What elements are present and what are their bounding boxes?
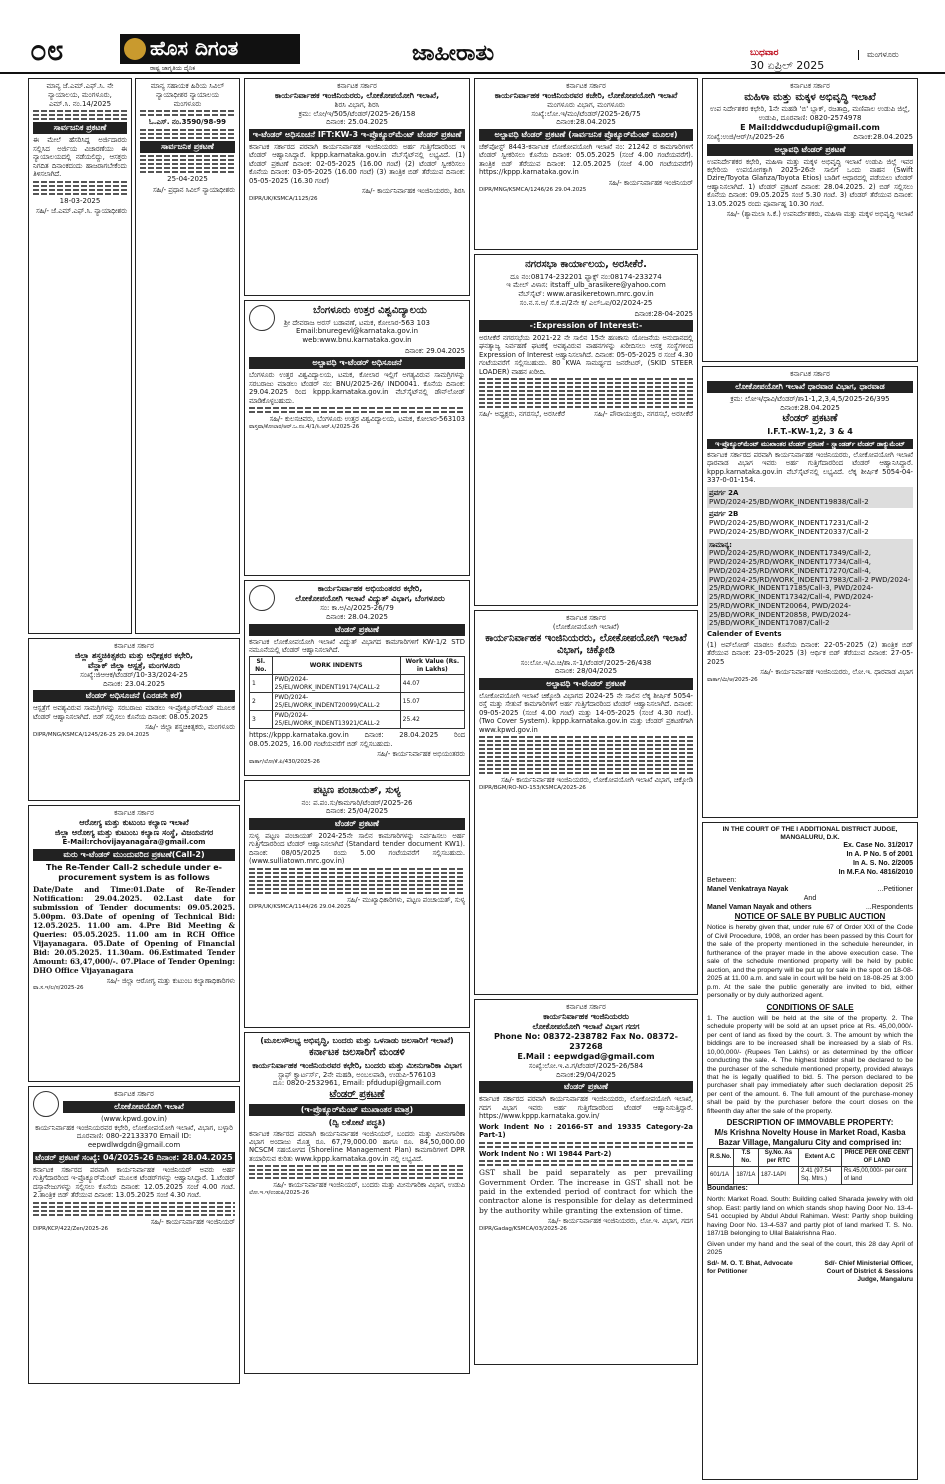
pwd-sirsi-tender-ad [244,78,470,296]
col-header: WORK INDENTS [272,657,400,675]
office-name: ಪಟ್ಟಣ ಪಂಚಾಯತ್, ಸುಳ್ಯ [313,785,401,796]
office-address: ಸ್ಟಾಫ್ ಕ್ವಾರ್ಟರ್ಸ್, 2ನೇ ಮಹಡಿ, ಅಂಬಲಪಾಡಿ, ಉಡುಪಿ-576103 [278,1070,436,1079]
dipr-ref: DIPR/UK/KSMCA/1125/26 [249,195,318,202]
office-phone: Phone No: 08372-238782 Fax No. 08372-237268 [494,1031,678,1051]
dept-website: (www.kpwd.gov.in) [100,1114,168,1123]
dept-name: ಆರೋಗ್ಯ ಮತ್ತು ಕುಟುಂಬ ಕಲ್ಯಾಣ ಇಲಾಖೆ [79,817,189,827]
govt-label: ಕರ್ನಾಟಕ ಸರ್ಕಾರ [114,809,154,817]
court-officer-signature: Sd/- Chief Ministerial Officer, Court of District & Sessions Judge, Mangaluru [824,1259,913,1283]
brand-name: ಹೊಸ ದಿಗಂತ [150,36,239,60]
category-label: ಪ್ರವರ್ಗ 2A [709,488,739,497]
govt-label: ಕರ್ನಾಟಕ ಸರ್ಕಾರ [566,82,606,90]
table-cell: 3 [250,711,273,729]
col-header: Sl. No. [250,657,273,675]
office-city: ಶಿರಸಿ ವಿಭಾಗ, ಶಿರಸಿ [334,100,380,109]
signature: ಸಹಿ/- ಕಾರ್ಯನಿರ್ವಾಹಕ ಇಂಜಿನಿಯರರು, ಲೋಕೋಪಯೋಗಿ ಇಲಾಖೆ ವಿಭಾಗ, ಚಿಕ್ಕೋಡಿ [501,776,693,785]
table-cell: 2.41 (97.54 Sq. Mtrs.) [798,1167,841,1185]
respondent-name: Manel Vaman Nayak and others [707,903,812,911]
court-notice-ad [28,78,132,634]
work-indent: PWD/2024-25/BD/WORK_INDENT17231/Call-2 [709,519,869,528]
col-header: Work Value (Rs. in Lakhs) [400,657,464,675]
dipr-ref: DIPR/MNG/KSMCA/1246/26 29.04.2025 [479,187,587,194]
office-name: ಲೋಕೋಪಯೋಗಿ ಇಲಾಖೆ ಧಾರವಾಡ ವಿಭಾಗ, ಧಾರವಾಡ [707,381,913,393]
ref-number: ಸಂಖ್ಯೆ:ಜಿಆಆಕ/ಟೆಂಡರ್/10-33/2024-25 [80,670,188,679]
ref-number: ಕ್ರಮ: ಲೋಇ/ಧಾವಿ/ಟೆಂಡರ್/ಶಾ1-1,2,3,4,5/2025-26/395 [730,394,890,403]
office-name: ಕಾರ್ಯನಿರ್ವಾಹಕ ಇಂಜಿನಿಯರರು, ಲೋಕೋಪಯೋಗಿ ಇಲಾಖೆ ವಿಭಾಗ, ಚಿಕ್ಕೋಡಿ [485,632,687,656]
website: web:www.bnu.karnataka.gov.in [302,336,412,344]
govt-emblem-icon [33,1091,59,1117]
ift-label: I.F.T.-KW-1,2, 3 & 4 [767,426,853,436]
ad-date: ದಿನಾಂಕ:28.04.2025 [853,132,913,141]
university-logo-icon [249,305,275,331]
table-row [250,693,465,711]
university-address: ಶ್ರೀ ದೇವರಾಜ ಅರಸ್ ಬಡಾವಣೆ, ಟಮಕ, ಕೋಲಾರ-563 103 [284,318,430,327]
signature-commissioner: ಸಹಿ/- ಪೌರಾಯುಕ್ತರು, ನಗರಸಭೆ, ಅರಸೀಕೆರೆ [594,410,693,419]
signature: ಸಹಿ/- ಕಾರ್ಯನಿರ್ವಾಹಕ ಅಭಿಯಂತರರು [377,750,465,759]
col-header: PRICE PER ONE CENT OF LAND [841,1149,912,1167]
govt-label: ಕರ್ನಾಟಕ ಸರ್ಕಾರ [790,370,830,378]
govt-label: ಕರ್ನಾಟಕ ಸರ್ಕಾರ [566,614,606,622]
civil-court-notice-ad [135,78,240,634]
tender-body: ಚೆಕ್‌ಪೋಸ್ಟ್ 8443-ಕರ್ನಾಟಕ ಲೋಕೋಪಯೋಗಿ ಇಲಾಖೆ ನಂ: 21242 ರ ಕಾಮಗಾರಿಗಳಿಗೆ ಟೆಂಡರ್ ಸ್ವೀಕರಿಸಲು ಕೊನೆಯ ದಿನಾಂಕ: 05.05.2025 (ಸಂಜೆ 4.00 ಗಂಟೆಯವರೆಗೆ). ತಾಂತ್ರಿಕ ಬಿಡ್ ತೆರೆಯುವ ದಿನಾಂಕ: 12.05.2025 (ಸಂಜೆ 4.00 ಗಂಟೆಯವರೆಗೆ) https://kppp.karnataka.gov.in [479,143,693,177]
arasikere-eoi-ad [474,254,698,606]
ad-date: ದಿನಾಂಕ: 29.04.2025 [404,346,465,355]
signature: ಸಹಿ/- ಕಾರ್ಯನಿರ್ವಾಹಕ ಇಂಜಿನಿಯರರು, ಲೋ.ಇ. ಧಾರವಾಡ ವಿಭಾಗ [760,668,913,677]
calendar-title: Calender of Events [707,630,782,639]
eoi-body: ಅರಸೀಕೆರೆ ನಗರಸಭೆಯ 2021-22 ನೇ ಸಾಲಿನ 15ನೇ ಹಣಕಾಸು ಯೋಜನೆಯ ಅನುದಾನದಲ್ಲಿ ಘನತ್ಯಾಜ್ಯ ನಿರ್ವಹಣೆ ಘಟಕಕ್ಕೆ ಅವಶ್ಯವಿರುವ ವಾಹನಗಳನ್ನು ಖರೀದಿಸಲು ಆಸಕ್ತ ಸಂಸ್ಥೆಗಳಿಂದ Expression of Interest ಆಹ್ವಾನಿಸಲಾಗಿದೆ. ದಿನಾಂಕ: 05-05-2025 ರ ಸಂಜೆ 4.30 ಗಂಟೆಯವರೆಗೆ ಸಲ್ಲಿಸಬಹುದು. 80 KWA ಸಾಮರ್ಥ್ಯದ ಜನರೇಟರ್, (SKID STEER LOADER) ವಾಹನ ಖರೀದಿ. [479,333,693,376]
case-number: ಓ.ಎಸ್. ನಂ.3590/98-99 [148,118,227,127]
pwd-chikkodi-tender-ad [474,610,698,995]
ref-number: ಸಂ: ಕಾ.ಅ/ವಿ/2025-26/79 [320,604,394,612]
and-label: And [803,894,817,902]
dipr-ref: DIPR/Gadag/KSMCA/03/2025-26 [479,1225,567,1232]
govt-label: ಕರ್ನಾಟಕ ಸರ್ಕಾರ [337,82,377,90]
ad-date: ದಿನಾಂಕ:28-04-2025 [634,309,693,318]
office-name: ಕಾರ್ಯನಿರ್ವಾಹಕ ಇಂಜಿನಿಯರವರ ಕಛೇರಿ, ಲೋಕೋಪಯೋಗಿ ಇಲಾಖೆ, ವಿಭಾಗ, ಬಳ್ಳಾರಿ [35,1123,233,1132]
office-division: ಲೋಕೋಪಯೋಗಿ ಇಲಾಖೆ ವಿದ್ಯುತ್ ವಿಭಾಗ, ಬೆಂಗಳೂರು [295,594,445,603]
office-name: ಕಾರ್ಯನಿರ್ವಾಹಕ ಅಭಿಯಂತರರ ಕಛೇರಿ, [317,584,423,593]
ad-date: ದಿನಾಂಕ: 25/04/2025 [325,807,389,816]
work-indent: PWD/2024-25/BD/WORK_INDENT20337/Call-2 [709,527,869,536]
signature: ಸಹಿ/- ಜೆ.ಎಮ್.ಎಫ್.ಸಿ. ನ್ಯಾಯಾಧೀಶರು [35,207,127,216]
work-indent-2: Work Indent No : WI 19844 Part-2) [479,1149,612,1158]
website: ವೆಬ್‌ಸೈಟ್: www.arasikeretown.mrc.gov.in [518,290,654,298]
case-number: In A. P No. 5 of 2001 [846,851,913,858]
signature: ಸಹಿ/- ಜಿಲ್ಲಾ ಆರೋಗ್ಯ ಮತ್ತು ಕುಟುಂಬ ಕಲ್ಯಾಣಾಧಿಕಾರಿಗಳು [106,976,235,985]
pwd-electrical-tender-ad [244,580,470,776]
signature: ಸಹಿ/- ಮುಖ್ಯಾಧಿಕಾರಿಗಳು, ಪಟ್ಟಣ ಪಂಚಾಯತ್, ಸುಳ್ಯ [347,895,465,904]
signature: ಸಹಿ/- ಕಾರ್ಯನಿರ್ವಾಹಕ ಇಂಜಿನಿಯರರು, ಲೋ.ಇ. ವಿಭಾಗ, ಗದಗ [547,1217,693,1226]
office-name: ಕಾರ್ಯನಿರ್ವಾಹಕ ಇಂಜಿನಿಯರವರ ಕಛೇರಿ, ಬಂದರು ಮತ್ತು ಮೀನುಗಾರಿಕಾ ವಿಭಾಗ [252,1060,462,1070]
dipr-ref: ವಾರ್ತಾ/ಮಿ/ಆ/2025-26 [707,676,758,683]
tender-title: ಟೆಂಡರ್ ಪ್ರಕಟಣೆ [782,413,838,425]
ref-number: ಸಂಖ್ಯೆ:ಲೋ.ಇ.ವಿ.ಗ/ಟೆಂಡರ್/2025-26/584 [528,1061,644,1070]
pwd-dharwad-tender-ad [702,366,918,818]
wcd-udupi-tender-ad [702,78,918,362]
tender-title: ಟೆಂಡರ್ ಅಧಿಸೂಚನೆ (ಎರಡನೇ ಕರೆ) [33,690,235,702]
tender-body: ಕರ್ನಾಟಕ ಸರ್ಕಾರದ ಪರವಾಗಿ ಕಾರ್ಯನಿರ್ವಾಹಕ ಇಂಜಿನಿಯರರು, ಲೋಕೋಪಯೋಗಿ ಇಲಾಖೆ, ಗದಗ ವಿಭಾಗ ಇವರು ಅರ್ಹ ಗುತ್ತಿಗೆದಾರರಿಂದ ಟೆಂಡರ್ ಆಹ್ವಾನಿಸುತ್ತಿದ್ದಾರೆ. https://www.kppp.karnataka.gov.in/ [479,1095,693,1121]
tender-body: ಬೆಂಗಳೂರು ಉತ್ತರ ವಿಶ್ವವಿದ್ಯಾಲಯ, ಟಮಕ, ಕೋಲಾರ ಇಲ್ಲಿಗೆ ಅಗತ್ಯವಿರುವ ಸಾಮಗ್ರಿಗಳನ್ನು ಸರಬರಾಜು ಮಾಡಲು ಟೆಂಡರ್ ನಂ: BNU/2025-26/ IND0041. ಕೊನೆಯ ದಿನಾಂಕ: 29.04.2025 ರಿಂದ kppp.karnataka.gov.in ವೆಬ್‌ಸೈಟ್‌ನಲ್ಲಿ ಡೌನ್‌ಲೋಡ್ ಮಾಡಿಕೊಳ್ಳಬಹುದು. [249,371,465,405]
office-name: ಜಿಲ್ಲಾ ಆರೋಗ್ಯ ಮತ್ತು ಕುಟುಂಬ ಕಲ್ಯಾಣ ಸಂಸ್ಥೆ, ವಿಜಯನಗರ [54,827,214,837]
ref-number: ಸಂ.ನ.ಸ.ಅ/ ಸೆ.ಕ.ಪ/2ನೇ ಕ/ ಎಲ್ಒಐ/02/2024-25 [519,298,653,307]
property-table [707,1148,913,1185]
office-address: ವೆನ್ಲಾಕ್ ಜಿಲ್ಲಾ ಆಸ್ಪತ್ರೆ, ಮಂಗಳೂರು [87,660,181,670]
table-cell: 187-1API [758,1167,798,1185]
category-label: ಪ್ರವರ್ಗ 2B [709,510,739,519]
tender-mode: (ದ್ವಿ ಲಕೋಟೆ ಪದ್ಧತಿ) [328,1117,386,1127]
page-number: ೦೮ [30,33,64,68]
tender-body: ಸುಳ್ಯ ಪಟ್ಟಣ ಪಂಚಾಯತ್ 2024-25ನೇ ಸಾಲಿನ ಕಾಮಗಾರಿಗಳನ್ನು ನಿರ್ವಹಿಸಲು ಅರ್ಹ ಗುತ್ತಿಗೆದಾರರಿಂದ ಟೆಂಡರ್ ಆಹ್ವಾನಿಸಲಾಗಿದೆ (Standard tender document KW1). ದಿನಾಂಕ: 08/05/2025 ರಂದು 5.00 ಗಂಟೆಯವರೆಗೆ ಸಲ್ಲಿಸಬಹುದು. (www.sulliatown.mrc.gov.in) [249,832,465,866]
tender-title: ಟೆಂಡರ್ ಪ್ರಕಟಣೆ [479,1081,693,1093]
tender-number: ಟೆಂಡರ್ ಪ್ರಕಟಣೆ ಸಂಖ್ಯೆ: 04/2025-26 ದಿನಾಂಕ: 28.04.2025 [33,1152,235,1164]
dept-name: ಮಹಿಳಾ ಮತ್ತು ಮಕ್ಕಳ ಅಭಿವೃದ್ಧಿ ಇಲಾಖೆ [744,91,876,103]
category-2a-block [707,487,913,509]
pwd-ballari-tender-ad [28,1086,240,1384]
ad-date: ದಿನಾಂಕ: 28.04.2025 [326,612,388,621]
col-header: R.S.No. [708,1149,734,1167]
tender-body: ಕರ್ನಾಟಕ ಸರ್ಕಾರದ ಪರವಾಗಿ ಕಾರ್ಯನಿರ್ವಾಹಕ ಇಂಜಿನಿಯರ್ ಅವರು ಅರ್ಹ ಗುತ್ತಿಗೆದಾರರಿಂದ ಇ-ಪ್ರೊಕ್ಯೂರ್‌ಮೆಂಟ್ ಮೂಲಕ ಟೆಂಡರ್‌ಗಳನ್ನು ಆಹ್ವಾನಿಸಿದ್ದಾರೆ. 1.ಟೆಂಡರ್ ದಸ್ತಾವೇಜುಗಳನ್ನು ಸಲ್ಲಿಸಲು ಕೊನೆಯ ದಿನಾಂಕ: 12.05.2025 ಸಂಜೆ 4.00 ಗಂಟೆ. 2.ತಾಂತ್ರಿಕ ಬಿಡ್ ತೆರೆಯುವ ದಿನಾಂಕ: 13.05.2025 ಸಂಜೆ 4.30 ಗಂಟೆ. [33,1165,235,1200]
auction-body: Notice is hereby given that, under rule 67 of Order XXI of the Code of Civil Procedure, 1908, an order has been passed by this Court for the sale of the property mentioned in the schedule hereunder, in furtherance of the prayer made in the above execution case. The sale of the schedule mentioned property will be held by public auction, and the property will be put up for sale in the spot on 18-08-2025 at 11.00 a.m. and sale in court will be held on 18-08-25 at 3:00 p.m. At the sale the public generally are invited to bid, either personally or by duly authorized agent. [707,924,913,1000]
email: ಇ ಮೇಲ್ ವಿಳಾಸ: itstaff_ulb_arasikere@yahoo.com [506,281,666,290]
table-cell: 601/1A [708,1167,734,1185]
col-header: Extent A.C [798,1149,841,1167]
signature: ಸಹಿ/- ಕಾರ್ಯನಿರ್ವಾಹಕ ಇಂಜಿನಿಯರ್ [150,1217,235,1226]
court-name: ಮಾನ್ಯ ಜೆ.ಎಮ್.ಎಫ್.ಸಿ. ನೇ ನ್ಯಾಯಾಲಯ, ಮಂಗಳೂರು, [46,82,114,99]
tender-title: ಟೆಂಡರ್ ಪ್ರಕಟಣೆ [329,1089,385,1100]
tender-body: ಕರ್ನಾಟಕ ಲೋಕೋಪಯೋಗಿ ಇಲಾಖೆ ವಿದ್ಯುತ್ ವಿಭಾಗದ ಕಾಮಗಾರಿಗಳಿಗೆ KW-1/2 STD ನಮೂನೆಯಲ್ಲಿ ಟೆಂಡರ್ ಆಹ್ವಾನಿಸಲಾಗಿದೆ. [249,637,465,654]
table-cell: 25.42 [400,711,464,729]
dipr-ref: DIPR/MNG/KSMCA/1245/26-25 29.04.2025 [33,731,150,738]
tender-body: ಲೋಕೋಪಯೋಗಿ ಇಲಾಖೆ ಚಿಕ್ಕೋಡಿ ವಿಭಾಗದ 2024-25 ನೇ ಸಾಲಿನ ಲೆಕ್ಕ ಶೀರ್ಷಿಕೆ 5054-ರಸ್ತೆ ಮತ್ತು ಸೇತುವೆ ಕಾಮಗಾರಿಗಳಿಗೆ ಅರ್ಹ ಗುತ್ತಿಗೆದಾರರಿಂದ ಟೆಂಡರ್ ಆಹ್ವಾನಿಸಲಾಗಿದೆ. ದಿನಾಂಕ: 09-05-2025 (ಸಂಜೆ 4.00 ಗಂಟೆ) ಮತ್ತು 14-05-2025 (ಸಂಜೆ 4.30 ಗಂಟೆ). (Two Cover System). kppp.karnataka.gov.in ಮತ್ತು ಚೆಂಡರ್ ಪ್ರಕಟಣೆಗಾಗಿ www.kpwd.gov.in [479,692,693,734]
logo-emblem-icon [124,38,146,60]
date: 30 ಏಪ್ರಿಲ್ 2025 [750,59,825,73]
govt-label: ಕರ್ನಾಟಕ ಸರ್ಕಾರ [114,1090,154,1098]
signature: ಸಹಿ/- ಕುಲಸಚಿವರು, ಬೆಂಗಳೂರು ಉತ್ತರ ವಿಶ್ವವಿದ್ಯಾಲಯ, ಟಮಕ, ಕೋಲಾರ-563103 [269,415,465,424]
column-4 [702,78,918,1484]
ad-date: ದಿನಾಂಕ:28.04.2025 [556,118,616,127]
signature: ಸಹಿ/- (ಶ್ಯಾಮಲಾ ಸಿ.ಕೆ.) ಉಪನಿರ್ದೇಶಕರು, ಮಹಿಳಾ ಮತ್ತು ಮಕ್ಕಳ ಅಭಿವೃದ್ಧಿ ಇಲಾಖೆ [726,210,913,219]
board-name: ಕರ್ನಾಟಕ ಜಲಸಾರಿಗೆ ಮಂಡಳಿ [309,1047,405,1058]
ad-date: ದಿನಾಂಕ: 28/04/2025 [554,667,618,676]
boundaries-body: North: Market Road. South: Building called Sharada jewelry with old shop. East: partly land on which stands shop having Door No. 13-4-541 occupied by Abdul Abdul Rahiman. West: Partly shop building having Door No. 13-4-537 and partly plot of land marked T. S. No. 187/1B belonging to Ullal Balakrishna Rao. [707,1196,913,1238]
work-indents-table [249,656,465,729]
ad-date: ದಿನಾಂಕ: 23.04.2025 [103,679,165,688]
ad-date: ದಿನಾಂಕ:28.04.2025 [780,403,840,412]
column-3 [474,78,698,1369]
work-indent-1: Work Indent No : 20166-ST and 19335 Category-2a Part-1) [479,1122,693,1140]
col-header: T.S No. [734,1149,759,1167]
gst-note: GST shall be paid separately as per prevailing Government Order. The increase in GST shall not be paid in the extended period of contract for which the contractor alone is responsible for delay as determined by the authority while granting the extension of time. [479,1168,693,1215]
waterways-tender-ad [244,1032,470,1374]
category-general-block [707,539,913,631]
case-number: In M.F.A No. 4816/2010 [838,868,913,876]
newspaper-logo [120,34,300,72]
office-name: ಕಾರ್ಯನಿರ್ವಾಹಕ ಇಂಜಿನಿಯರವರ ಕಚೇರಿ, ಲೋಕೋಪಯೋಗಿ ಇಲಾಖೆ [494,90,678,100]
conditions-body: 1. The auction will be held at the site of the property. 2. The schedule property will be sold at an upset price at Rs. 45,00,000/- per cent of land as fixed by the court. 3. The amount by which the biddings are to be increased shall be increased by a slab of Rs. 10,00,000/- (Rupees Ten Lakhs) or as determined by the officer conducting the sale. 4. The highest bidder shall be declared to be the purchaser of the schedule mentioned property, provided always that he is legally qualified to bid. 5. The person declared to be purchaser shall pay immediately after such declaration deposit 25 per cent of the amount. 6. The full amount of the purchase-money shall be paid by the purchaser before the court closes on the fifteenth day after the sale of the property. [707,1014,913,1115]
table-cell: 15.07 [400,693,464,711]
dept-title: ಲೋಕೋಪಯೋಗಿ ಇಲಾಖೆ [63,1101,235,1113]
masthead [0,0,945,74]
table-cell: 187/1A [734,1167,759,1185]
case-number: Ex. Case No. 31/2017 [843,842,913,850]
office-name: ನಗರಸಭಾ ಕಾರ್ಯಾಲಯ, ಅರಸೀಕೆರೆ. [525,259,647,270]
tender-subtitle: The Re-Tender Call-2 schedule under e-procurement system is as follows [46,862,222,882]
dipr-ref: DIPR/BGM/RO-NO-153/KSMCA/2025-26 [479,784,586,791]
tender-body-2: https://kppp.karnataka.gov.in ದಿನಾಂಕ: 28.04.2025 ರಿಂದ 08.05.2025, 16.00 ಗಂಟೆಯವರೆಗೆ ಬಿಡ್ ಸಲ್ಲಿಸಬಹುದು. [249,731,465,748]
column-2 [244,78,470,1378]
section-title: ಜಾಹೀರಾತು [412,41,495,66]
ref-number: ಸಂ:ಲೋ.ಇ/ವಿ.ಚಿ/ಶಾ.ಸ-1/ಟೆಂಡರ್/2025-26/438 [520,658,652,667]
hospital-tender-ad [28,638,240,801]
office-name: ಜಿಲ್ಲಾ ಶಸ್ತ್ರಚಿಕಿತ್ಸಕರು ಮತ್ತು ಅಧೀಕ್ಷಕರ ಕಛೇರಿ, [74,650,194,660]
table-cell: 44.07 [400,675,464,693]
table-cell: PWD/2024-25/EL/WORK_INDENT13921/CALL-2 [272,711,400,729]
petitioner-name: Manel Venkatraya Nayak [707,886,789,893]
tender-subtitle: ಇ-ಪ್ರೊಕ್ಯೂರ್‌ಮೆಂಟ್ ಮುಖಾಂತರ ಟೆಂಡರ್ ಪ್ರಕಟಣೆ - ಸ್ಟ್ಯಾಂಡರ್ಡ್ ಟೆಂಡರ್ ಡಾಕ್ಯುಮೆಂಟ್ [707,439,913,449]
tender-schedule: Date/Date and Time:01.Date of Re-Tender Notification: 29.04.2025. 02.Last date for submission of Tender documents: 09.05.2025. 5.00pm. 03.Date of opening of Technical Bid: 12.05.2025. 11.00 am. 4.Pre Bid Meeting & Queries: 05.05.2025. 11.00 am in RCH Office Vijayanagara. 05.Date of Opening of Financial Bid: 20.05.2025. 11.30am. 06.Estimated Tender Amount: 63,47,000/-. 07.Place of Tender Opening: DHO Office Vijayanagara [33,884,235,975]
dipr-ref: ವಾರ್ತಾ/ಲೋ/ಕೆ.ಪಿ/430/2025-26 [249,758,320,765]
ref-number: ಸಂಖ್ಯೆ:ಉಜಿ/ಆರ್/ಸಿ/2025-26 [707,132,785,141]
ad-date: ದಿನಾಂಕ:29/04/2025 [556,1070,616,1079]
auction-title: NOTICE OF SALE BY PUBLIC AUCTION [734,912,886,922]
email: E-Mail:rchovijayanagara@gmail.com [62,837,206,846]
office-phone: ದೂ ನಂ:08174-232201 ಫ್ಯಾಕ್ಸ್ ನಂ:08174-233274 [510,272,662,281]
dipr-ref: ವಾ.ಸ.ಇ/ಲ/ಸ/2025-26 [33,984,84,991]
ref-number: ಕ್ರಮ: ಲೋ/ಇ/505/ಟೆಂಡರ್/2025-26/158 [298,109,416,118]
tender-title: ಮರು ಇ-ಟೆಂಡರ್ ಮುಂದುವರಿದ ಪ್ರಕಟಣೆ(Call-2) [33,849,235,861]
signature: ಸಹಿ/- ಪ್ರಧಾನ ಸಿವಿಲ್ ನ್ಯಾಯಾಧೀಶರು [153,185,235,194]
table-cell: 2 [250,693,273,711]
table-header-row [708,1149,913,1167]
university-name: ಬೆಂಗಳೂರು ಉತ್ತರ ವಿಶ್ವವಿದ್ಯಾಲಯ [313,305,427,316]
case-number: In A. S. No. 2/2005 [852,859,913,867]
edition-city: ಮಂಗಳೂರು [858,50,899,60]
dipr-ref: DIPR/UK/KSMCA/1144/26 29.04.2025 [249,904,351,911]
schedule-title: DESCRIPTION OF IMMOVABLE PROPERTY: [726,1118,894,1128]
office-division: ಲೋಕೋಪಯೋಗಿ ಇಲಾಖೆ ವಿಭಾಗ ಗದಗ [532,1021,640,1031]
tender-body: ಆಸ್ಪತ್ರೆಗೆ ಅವಶ್ಯವಿರುವ ಸಾಮಗ್ರಿಗಳನ್ನು ಸರಬರಾಜು ಮಾಡಲು ಇ-ಪ್ರೊಕ್ಯೂರ್‌ಮೆಂಟ್ ಮೂಲಕ ಟೆಂಡರ್ ಆಹ್ವಾನಿಸಲಾಗಿದೆ. ಬಿಡ್ ಸಲ್ಲಿಸಲು ಕೊನೆಯ ದಿನಾಂಕ: 08.05.2025 [33,704,235,721]
notice-body: ಈ ಮೇಲೆ ಹೆಸರಿಸಿದ್ದ ಅರ್ಜಿದಾರರು ಸಲ್ಲಿಸಿದ ಅರ್ಜಿಯ ವಿಚಾರಣೆಯು ಈ ನ್ಯಾಯಾಲಯದಲ್ಲಿ ನಡೆಯಲಿದ್ದು, ಆಸಕ್ತರು ನಿಗದಿತ ದಿನಾಂಕದಂದು ಹಾಜರಾಗಬೇಕೆಂದು ತಿಳಿಸಲಾಗಿದೆ. [33,136,127,179]
boundaries-title: Boundaries: [707,1185,748,1193]
court-name: IN THE COURT OF THE I ADDITIONAL DISTRICT JUDGE, MANGALURU, D.K. [722,826,898,842]
govt-label: ಕರ್ನಾಟಕ ಸರ್ಕಾರ [114,642,154,650]
tender-title: ಇ-ಟೆಂಡರ್ ಅಧಿಸೂಚನೆ IFT:KW-3 ಇ-ಪ್ರೊಕ್ಯೂರ್‌ಮೆಂಟ್ ಟೆಂಡರ್ ಪ್ರಕಟಣೆ [249,129,465,141]
email: E.Mail : eepwdgad@gmail.com [517,1051,655,1061]
office-contact: ದೂ: 0820-2532961, Email: pfdudupi@gmail.com [272,1079,442,1088]
signature: ಸಹಿ/- ಜಿಲ್ಲಾ ಶಸ್ತ್ರಚಿಕಿತ್ಸಕರು, ಮಂಗಳೂರು [145,723,235,732]
pwd-gadag-tender-ad [474,999,698,1365]
public-auction-notice-ad [702,822,918,1480]
eoi-title: -:Expression of Interest:- [479,320,693,332]
table-header-row [250,657,465,675]
table-cell: Rs.45,00,000/- per cent of land [841,1167,912,1185]
notice-title: ಸಾರ್ವಜನಿಕ ಪ್ರಕಟಣೆ [140,141,235,153]
table-cell: PWD/2024-25/EL/WORK_INDENT19174/CALL-2 [272,675,400,693]
given-under-hand: Given under my hand and the seal of the court, this 28 day April of 2025 [707,1240,913,1257]
column-1 [28,78,240,1388]
tender-title: ಟೆಂಡರ್ ಪ್ರಕಟಣೆ [249,818,465,830]
table-cell: 1 [250,675,273,693]
respondent-role: ...Respondents [865,903,913,911]
dipr-ref: ವಾಸ್ತವಾ/ಕೋಲಾರ/ಆರ್.ಒ.ನಂ.4/1/ಸಿ.ಆರ್.ಸಿ/2025-26 [249,423,360,430]
ref-number: ಸಂಖ್ಯೆ:ಲೋ.ಇ/ಮಂ/ಟೆಂಡರ್/2025-26/75 [531,109,641,118]
office-name: ಕಾರ್ಯನಿರ್ವಾಹಕ ಇಂಜಿನಿಯರರು [543,1011,629,1021]
signature-president: ಸಹಿ/- ಅಧ್ಯಕ್ಷರು, ನಗರಸಭೆ, ಅರಸೀಕೆರೆ [479,410,565,419]
petitioner-role: ...Petitioner [877,886,913,893]
calendar-body: (1) ಅಪ್‌ಲೋಡ್ ಮಾಡಲು ಕೊನೆಯ ದಿನಾಂಕ: 22-05-2025 (2) ತಾಂತ್ರಿಕ ಬಿಡ್ ತೆರೆಯುವ ದಿನಾಂಕ: 23-05-2025 (3) ಆರ್ಥಿಕ ಬಿಡ್ ತೆರೆಯುವ ದಿನಾಂಕ: 27-05-2025 [707,640,913,666]
tender-title: ಅಲ್ಪಾವಧಿ ಇ-ಟೆಂಡರ್ ಅಧಿಸೂಚನೆ [249,357,465,369]
tender-title: ಅಲ್ಪಾವಧಿ ಟೆಂಡರ್ ಪ್ರಕಟಣೆ (ಸಾರ್ವಜನಿಕ ಪ್ರೊಕ್ಯೂರ್‌ಮೆಂಟ್ ಮೂಲಕ) [479,129,693,141]
dateline [750,48,824,73]
tender-title: ಅಲ್ಪಾವಧಿ ಟೆಂಡರ್ ಪ್ರಕಟಣೆ [707,144,913,156]
office-city: ಮಂಗಳೂರು ವಿಭಾಗ, ಮಂಗಳೂರು [547,100,625,109]
tender-body: ಕರ್ನಾಟಕ ಸರ್ಕಾರದ ಪರವಾಗಿ ಕಾರ್ಯನಿರ್ವಾಹಕ ಇಂಜಿನಿಯರರು ಅರ್ಹ ಗುತ್ತಿಗೆದಾರರಿಂದ ಇ ಟೆಂಡರ್ ಆಹ್ವಾನಿಸಿದ್ದಾರೆ. kppp.karnataka.gov.in ವೆಬ್‌ಸೈಟ್‌ನಲ್ಲಿ ಲಭ್ಯವಿದೆ. (1) ಟೆಂಡರ್ ಪ್ರಕಟಣೆ ದಿನಾಂಕ: 02-05-2025 (16.00 ಗಂಟೆ) (2) ಟೆಂಡರ್ ಸ್ವೀಕರಿಸಲು ಕೊನೆಯ ದಿನಾಂಕ: 03-05-2025 (16.00 ಗಂಟೆ) (3) ತಾಂತ್ರಿಕ ಬಿಡ್ ತೆರೆಯುವ ದಿನಾಂಕ: 05-05-2025 (16.30 ಗಂಟೆ) [249,143,465,185]
pwd-mangaluru-tender-ad [474,78,698,250]
table-row [250,675,465,693]
ad-date: ದಿನಾಂಕ: 25.04.2025 [326,118,388,127]
advocate-signature: Sd/- M. O. T. Bhat, Advocate for Petitioner [707,1259,793,1275]
case-number: ಎಮ್.ಸಿ. ನಂ.14/2025 [48,99,112,108]
office-address: ಉಪ ನಿರ್ದೇಶಕರ ಕಛೇರಿ, 1ನೇ ಮಹಡಿ 'ಬಿ' ಬ್ಲಾಕ್, ರಜತಾದ್ರಿ, ಮಣಿಪಾಲ ಉಡುಪಿ ಜಿಲ್ಲೆ, ಉಡುಪಿ, ದೂರವಾಣಿ: 0820-2574978 [709,105,910,122]
sullia-tender-ad [244,780,470,1028]
tender-body: ಕರ್ನಾಟಕ ಸರ್ಕಾರದ ಪರವಾಗಿ ಕಾರ್ಯನಿರ್ವಾಹಕ ಇಂಜಿನಿಯರರು, ಲೋಕೋಪಯೋಗಿ ಇಲಾಖೆ ಧಾರವಾಡ ವಿಭಾಗ ಇವರು ಅರ್ಹ ಗುತ್ತಿಗೆದಾರರಿಂದ ಟೆಂಡರ್ ಆಹ್ವಾನಿಸಿದ್ದಾರೆ. kppp.karnataka.gov.in ವೆಬ್‌ಸೈಟ್‌ನಲ್ಲಿ ಲಭ್ಯವಿದೆ. ಲೆಕ್ಕ ಶೀರ್ಷಿಕೆ 5054-04-337-0-01-154. [707,450,913,485]
email: Email:bnuregevl@karnataka.gov.in [295,327,419,336]
tender-title: ಟೆಂಡರ್ ಪ್ರಕಟಣೆ [249,624,465,636]
conditions-title: CONDITIONS OF SALE [766,1002,854,1012]
court-name: ಮಾನ್ಯ ಸಹಾಯಕ ಹಿರಿಯ ಸಿವಿಲ್ ನ್ಯಾಯಾಧೀಶರ ನ್ಯಾಯಾಲಯ [150,82,225,99]
between-label: Between: [707,877,737,885]
office-contact: ದೂರವಾಣಿ: 080-22133370 Email ID: eepwdlwdgdn@gmail.com [76,1132,192,1149]
work-indents: PWD/2024-25/RD/WORK_INDENT17349/Call-2, PWD/2024-25/RD/WORK_INDENT17734/Call-4, PWD/2024-25/RD/WORK_INDENT17270/Call-4, PWD/2024-25/RD/WORK_INDENT17983/Call-2 PWD/2024-25/RD/WORK_INDENT17185/Call-3, PWD/2024-25/RD/WORK_INDENT17342/Call-4, PWD/2024-25/RD/WORK_INDENT20064, PWD/2024-25/BD/WORK_INDENT20858, PWD/2024-25/BD/WORK_INDENT17087/Call-2 [709,549,911,628]
university-tender-ad [244,300,470,576]
ref-number: ನಂ: ಪ.ಪಂ.ಸು/ಕಾಮಗಾರಿ/ಟೆಂಡರ್/2025-26 [301,798,413,807]
tender-subtitle: (ಇ-ಪ್ರೊಕ್ಯೂರ್‌ಮೆಂಟ್ ಮುಖಾಂತರ ಮಾತ್ರ) [249,1104,465,1116]
table-row [708,1167,913,1185]
office-name: ಕಾರ್ಯನಿರ್ವಾಹಕ ಇಂಜಿನಿಯರರು, ಲೋಕೋಪಯೋಗಿ ಇಲಾಖೆ, [274,90,440,100]
dipr-ref: DIPR/KCP/422/Zen/2025-26 [33,1226,108,1233]
dept-name: (ಮೂಲಸೌಲಭ್ಯ ಅಭಿವೃದ್ಧಿ, ಬಂದರು ಮತ್ತು ಒಳನಾಡು ಜಲಸಾರಿಗೆ ಇಲಾಖೆ) [260,1036,454,1045]
weekday: ಬುಧವಾರ [750,48,779,58]
health-retender-ad [28,805,240,1082]
notice-date: 25-04-2025 [167,175,208,183]
category-2b-block [707,508,913,538]
govt-label: ಕರ್ನಾಟಕ ಸರ್ಕಾರ [790,82,830,90]
dept-name: (ಲೋಕೋಪಯೋಗಿ ಇಲಾಖೆ) [552,622,620,631]
tender-title: ಅಲ್ಪಾವಧಿ ಇ-ಟೆಂಡರ್ ಪ್ರಕಟಣೆ [479,678,693,690]
signature: ಸಹಿ/- ಕಾರ್ಯನಿರ್ವಾಹಕ ಇಂಜಿನಿಯರರು, ಶಿರಸಿ [361,187,465,196]
schedule-subtitle: M/s Krishna Novelty House in Market Road, Kasba Bazar Village, Mangaluru City and comprised in: [714,1128,906,1148]
category-label: ಸಾಮಾನ್ಯ: [709,540,732,549]
work-indent: PWD/2024-25/BD/WORK_INDENT19838/Call-2 [709,497,869,506]
email: E Mail:ddwcdudupi@gmail.com [740,122,880,132]
court-city: ಮಂಗಳೂರು [173,99,202,108]
brand-tagline: ರಾಷ್ಟ್ರ ಜಾಗೃತಿಯ ದೈನಿಕ [150,65,196,72]
signature: ಸಹಿ/- ಕಾರ್ಯನಿರ್ವಾಹಕ ಇಂಜಿನಿಯರ್ [608,178,693,187]
table-cell: PWD/2024-25/EL/WORK_INDENT20099/CALL-2 [272,693,400,711]
govt-label: ಕರ್ನಾಟಕ ಸರ್ಕಾರ [566,1003,606,1011]
tender-body: ಕರ್ನಾಟಕ ಸರ್ಕಾರದ ಪರವಾಗಿ ಕಾರ್ಯನಿರ್ವಾಹಕ ಇಂಜಿನಿಯರ್, ಬಂದರು ಮತ್ತು ಮೀನುಗಾರಿಕಾ ವಿಭಾಗ ಅಂದಾಜು ಮೊತ್ತ ರೂ. 67,79,000.00 ಹಾಗೂ ರೂ. 84,50,000.00 NCSCM ಸಹಯೋಗದ (Shoreline Management Plan) ಕಾಮಗಾರಿಗಳಿಗೆ DPR ತಯಾರಿಸುವ ಕುರಿತು www.kppp.karnataka.gov.in ನಲ್ಲಿ ಲಭ್ಯವಿದೆ. [249,1129,465,1163]
dipr-ref: ಲೋ.ಇ.ಇ/ಉಡುಪಿ/2025-26 [249,1189,310,1196]
govt-emblem-icon [249,585,275,611]
col-header: Sy.No. As per RTC [758,1149,798,1167]
notice-title: ಸಾರ್ವಜನಿಕ ಪ್ರಕಟಣೆ [33,122,127,134]
tender-body: ಉಪನಿರ್ದೇಶಕರ ಕಛೇರಿ, ಮಹಿಳಾ ಮತ್ತು ಮಕ್ಕಳ ಅಭಿವೃದ್ಧಿ ಇಲಾಖೆ ಉಡುಪಿ ಜಿಲ್ಲೆ ಇವರ ಕಛೇರಿಯ ಉಪಯೋಗಕ್ಕಾಗಿ 2025-26ನೇ ಸಾಲಿಗೆ ಒಂದು ವಾಹನ (Swift Dzire/Toyota Glanza/Toyota Etios) ಬಾಡಿಗೆ ಆಧಾರದಲ್ಲಿ ಪಡೆಯಲು ಟೆಂಡರ್ ಆಹ್ವಾನಿಸಲಾಗಿದೆ. 1) ಟೆಂಡರ್ ಪ್ರಕಟಣೆ ದಿನಾಂಕ: 28.04.2025. 2) ಬಿಡ್ ಸಲ್ಲಿಸಲು ಕೊನೆಯ ದಿನಾಂಕ: 09.05.2025 ಸಂಜೆ 5.30 ಗಂಟೆ. 3) ಟೆಂಡರ್ ತೆರೆಯುವ ದಿನಾಂಕ: 13.05.2025 ರಂದು ಪೂರ್ವಾಹ್ನ 10.30 ಗಂಟೆ. [707,157,913,208]
table-row [250,711,465,729]
signature: ಸಹಿ/- ಕಾರ್ಯನಿರ್ವಾಹಕ ಇಂಜಿನಿಯರ್, ಬಂದರು ಮತ್ತು ಮೀನುಗಾರಿಕಾ ವಿಭಾಗ, ಉಡುಪಿ [273,1181,465,1190]
notice-date: 18-03-2025 [59,196,101,205]
